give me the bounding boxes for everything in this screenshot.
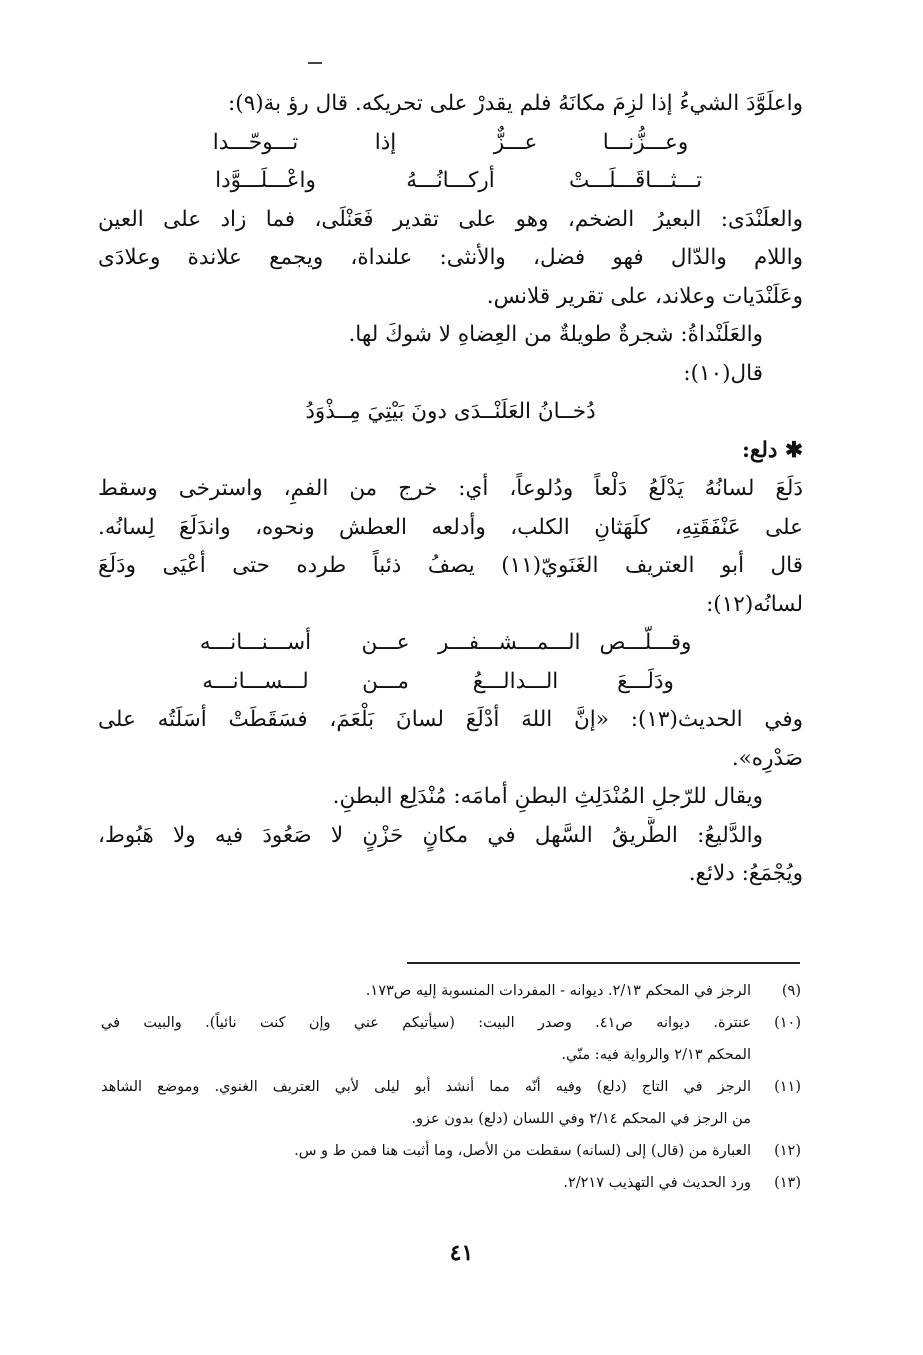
verse-line <box>98 624 803 663</box>
text-line: على عَنْفَقَتِهِ، كلَهَثانِ الكلب، وأدلعه العطش ونحوه، واندَلَعَ لِسانُه. <box>98 514 803 540</box>
verse-line <box>98 162 803 201</box>
footnote-number: (١١) <box>774 1079 801 1095</box>
verse-word: أركـــانُـــهُ <box>406 168 495 193</box>
footnote-text: العبارة من (قال) إلى (لسانه) سقطت من الأصل، وما أثبت هنا فمن ط و س. <box>294 1143 751 1159</box>
text-line: والعلَنْدَى: البعيرُ الضخم، وهو على تقدير فَعَنْلَى، فما زاد على العين <box>98 206 803 232</box>
text-line: قال(١٠): <box>683 360 763 386</box>
footnote-number: (١٢) <box>774 1143 801 1159</box>
footnote-text: الرجز في التاج (دلع) وفيه أنّه مما أنشد أبو ليلى لأبي العتريف الغنوي. وموضع الشاهد <box>101 1079 751 1095</box>
verse-word: لـــســـانـــه <box>202 668 309 694</box>
page-number: ٤١ <box>449 1240 474 1266</box>
text-line: لسانُه(١٢): <box>706 591 803 617</box>
text-line: والدَّليعُ: الطَّريقُ السَّهل في مكانٍ حَزْنٍ لا صَعُودَ فيه ولا هَبُوط، <box>98 822 763 848</box>
entry-heading: ✱ دلع: <box>741 437 803 463</box>
footnote <box>101 1167 801 1199</box>
footnote <box>101 975 801 1007</box>
verse-word: واعْـــلَـــوَّدا <box>215 168 316 193</box>
verse-word: عـــزٌّ <box>493 129 538 155</box>
footnotes <box>101 975 801 1199</box>
footnote-text: ورد الحديث في التهذيب ٢/٢١٧. <box>563 1175 751 1191</box>
footnote <box>101 1007 801 1071</box>
verse-word: إذا <box>374 129 397 155</box>
footnote <box>101 1135 801 1167</box>
entry-heading-label: دلع: <box>741 437 778 463</box>
verse-word: ودَلَـــعَ <box>617 668 674 694</box>
main-text <box>98 85 803 894</box>
text-line: وعَلَنْدَيات وعلاند، على تقرير قلانس. <box>486 283 803 309</box>
text-line: دَلَعَ لسانُهُ يَدْلَعُ دَلْعاً ودُلوعاً، أي: خرج من الفمِ، واسترخى وسقط <box>98 476 803 501</box>
verse-line <box>98 124 803 163</box>
text-line: ويقال للرّجلِ المُنْدَلِثِ البطنِ أمامَه: مُنْدَلِع البطنِ. <box>332 784 763 809</box>
footnote-text: من الرجز في المحكم ٢/١٤ وفي اللسان (دلع) بدون عزو. <box>411 1111 751 1127</box>
text-line: صَدْرِه». <box>731 745 803 771</box>
footnote-text: الرجز في المحكم ٢/١٣. ديوانه - المفردات المنسوبة إليه ص١٧٣. <box>365 983 751 999</box>
text-line: وفي الحديث(١٣): «إنَّ اللهَ أدْلَعَ لسانَ بَلْعَمَ، فسَقَطَتْ أسَلَتُه على <box>98 707 803 732</box>
text-line: والعَلَنْداةُ: شجرةٌ طويلةٌ من العِضاهِ لا شوكَ لها. <box>348 322 763 347</box>
footnote <box>101 1071 801 1135</box>
footnote-text: المحكم ٢/١٣ والرواية فيه: منّي. <box>561 1047 751 1063</box>
footnote-number: (١٠) <box>774 1015 801 1031</box>
text-line: واعلَوَّدَ الشيءُ إذا لزِمَ مكانَهُ فلم يقدرْ على تحريكه. قال رؤ بة(٩): <box>228 91 803 116</box>
verse-word: وعـــزُّنـــا <box>602 129 689 155</box>
verse-word: تـــثـــاقَـــلَـــتْ <box>568 168 703 193</box>
verse-line: دُخــانُ العَلَنْــدَى دونَ بَيْتِيَ مِــذْوَدُ <box>305 399 596 424</box>
verse-word: تـــوحّـــدا <box>212 129 299 155</box>
verse-word: الـــدالـــعُ <box>472 668 559 694</box>
footnote-number: (١٣) <box>774 1175 801 1191</box>
text-line: قال أبو العتريف الغَنَويّ(١١) يصفُ ذئباً طرده حتى أعْيَى ودَلَعَ <box>98 553 803 578</box>
footnote-number: (٩) <box>781 983 801 999</box>
footnote-text: عنترة. ديوانه ص٤١. وصدر البيت: (سيأتيكم عني وإن كنت نائياً). والبيت في <box>101 1015 751 1031</box>
verse-word: وقـــلّـــص <box>599 630 692 655</box>
top-mark <box>308 62 322 64</box>
verse-word: مـــن <box>362 668 409 694</box>
text-line: واللام والدّال فهو فضل، والأنثى: علنداة، ويجمع علاندة وعلادَى <box>98 245 803 270</box>
verse-word: عـــن <box>361 630 410 655</box>
verse-word: الـــمـــشـــفـــر <box>438 630 581 655</box>
footnote-divider <box>407 962 800 964</box>
verse-line <box>98 663 803 702</box>
verse-word: أســـنـــانـــه <box>199 630 312 655</box>
text-line: ويُجْمَعُ: دلائع. <box>688 861 803 886</box>
